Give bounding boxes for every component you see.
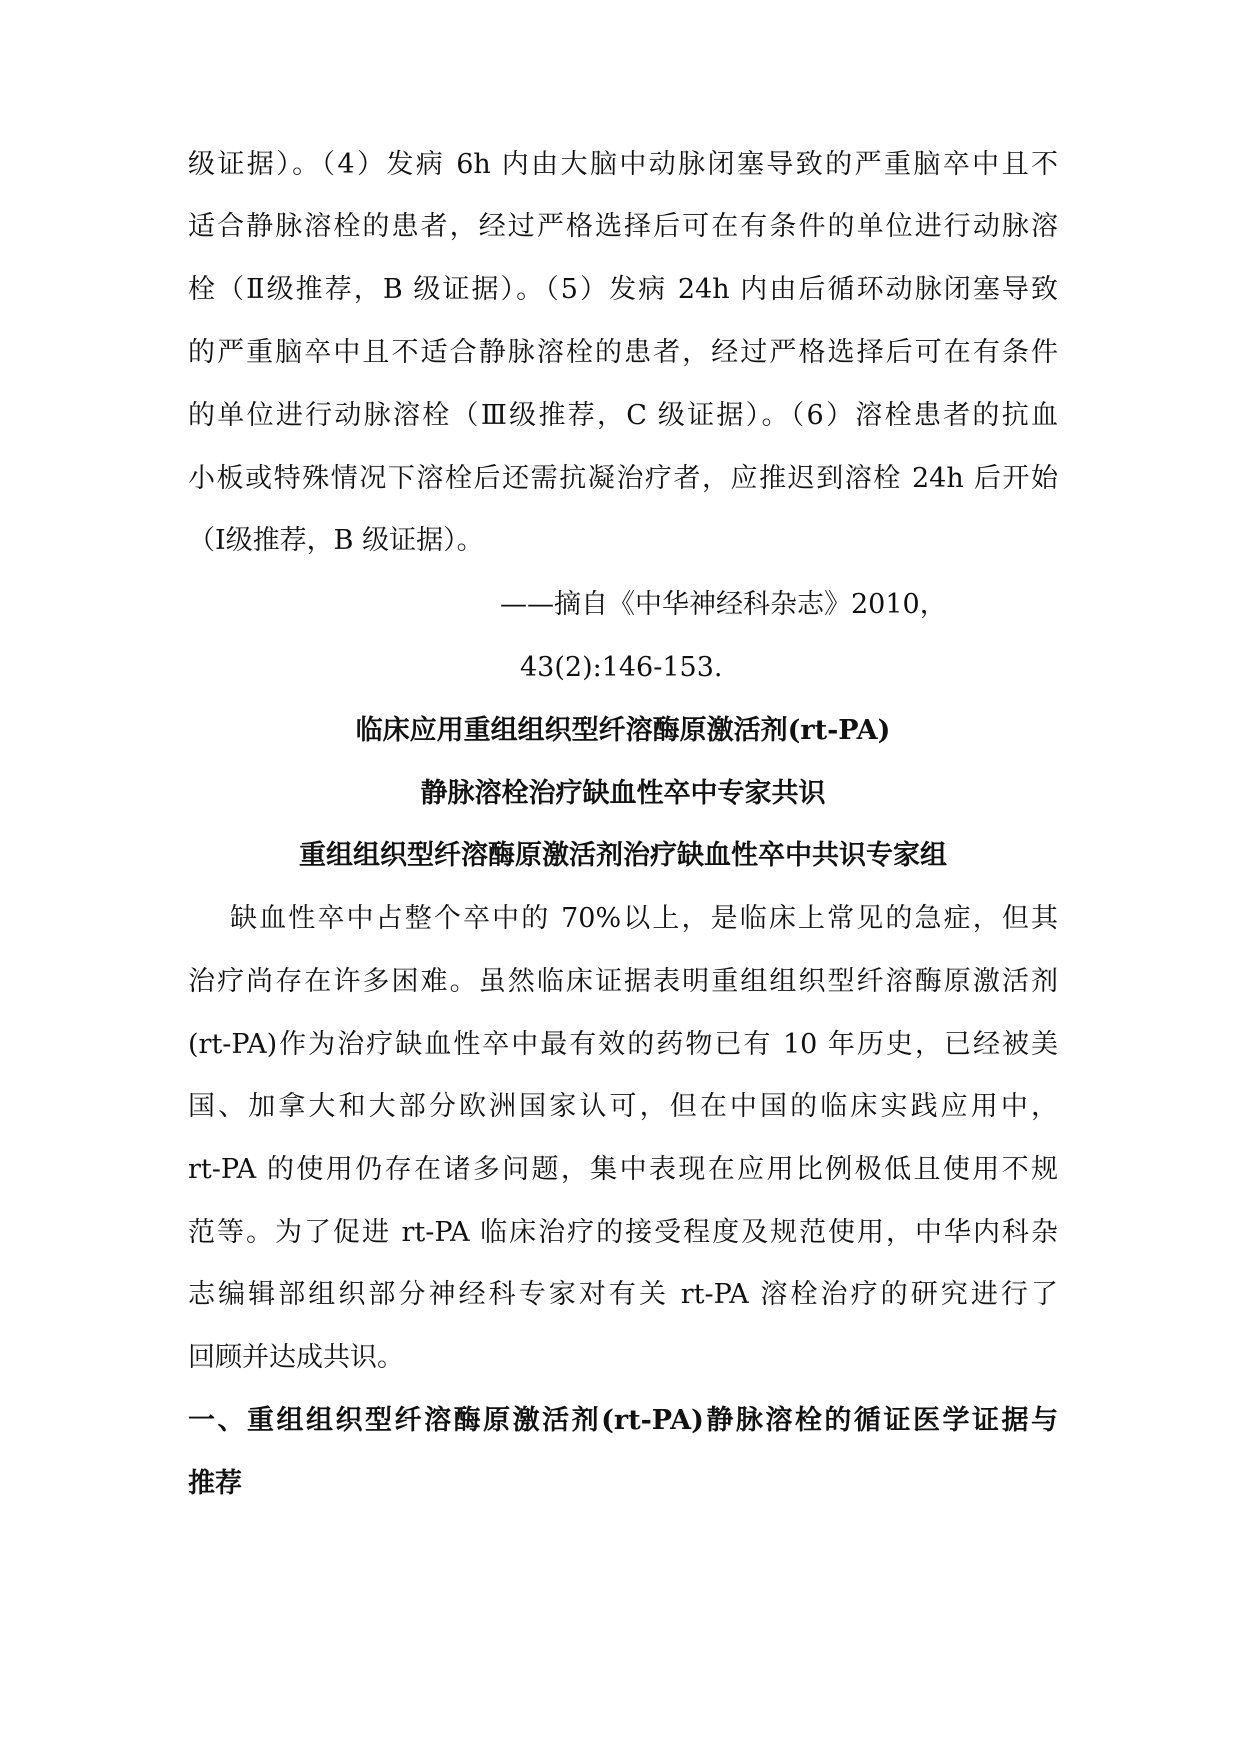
title-line-2: 静脉溶栓治疗缺血性卒中专家共识 bbox=[420, 778, 826, 809]
paragraph2-line-7: 志编辑部组织部分神经科专家对有关 rt-PA 溶栓治疗的研究进行了 bbox=[188, 1279, 1058, 1310]
paragraph1-line-1: 级证据）。（4）发病 6h 内由大脑中动脉闭塞导致的严重脑卒中且不 bbox=[188, 149, 1058, 180]
paragraph1-line-4: 的严重脑卒中且不适合静脉溶栓的患者，经过严格选择后可在有条件 bbox=[188, 337, 1058, 368]
paragraph1-line-2: 适合静脉溶栓的患者，经过严格选择后可在有条件的单位进行动脉溶 bbox=[188, 211, 1058, 242]
title-line-1: 临床应用重组组织型纤溶酶原激活剂(rt-PA) bbox=[355, 715, 891, 746]
paragraph2-line-1: 缺血性卒中占整个卒中的 70%以上，是临床上常见的急症，但其 bbox=[230, 903, 1058, 934]
paragraph2-line-5: rt-PA 的使用仍存在诸多问题，集中表现在应用比例极低且使用不规 bbox=[188, 1154, 1058, 1185]
paragraph1-line-7: （Ⅰ级推荐，B 级证据）。 bbox=[188, 525, 484, 556]
section1-heading-line-2: 推荐 bbox=[188, 1468, 242, 1499]
paragraph2-line-3: (rt-PA)作为治疗缺血性卒中最有效的药物已有 10 年历史，已经被美 bbox=[188, 1029, 1058, 1060]
citation-line-1: ——摘自《中华神经科杂志》2010， bbox=[500, 589, 947, 620]
paragraph2-line-8: 回顾并达成共识。 bbox=[188, 1342, 404, 1373]
paragraph1-line-3: 栓（Ⅱ级推荐，B 级证据）。（5）发病 24h 内由后循环动脉闭塞导致 bbox=[188, 274, 1058, 305]
section1-heading-line-1: 一、重组组织型纤溶酶原激活剂(rt-PA)静脉溶栓的循证医学证据与 bbox=[188, 1405, 1058, 1436]
paragraph2-line-6: 范等。为了促进 rt-PA 临床治疗的接受程度及规范使用，中华内科杂 bbox=[188, 1217, 1058, 1248]
title-line-3: 重组组织型纤溶酶原激活剂治疗缺血性卒中共识专家组 bbox=[299, 840, 947, 871]
paragraph1-line-6: 小板或特殊情况下溶栓后还需抗凝治疗者，应推迟到溶栓 24h 后开始 bbox=[188, 463, 1058, 494]
paragraph1-line-5: 的单位进行动脉溶栓（Ⅲ级推荐，C 级证据）。（6）溶栓患者的抗血 bbox=[188, 400, 1058, 431]
paragraph2-line-2: 治疗尚存在许多困难。虽然临床证据表明重组组织型纤溶酶原激活剂 bbox=[188, 966, 1058, 997]
paragraph2-line-4: 国、加拿大和大部分欧洲国家认可，但在中国的临床实践应用中， bbox=[188, 1091, 1058, 1122]
citation-line-2: 43(2):146-153. bbox=[520, 652, 723, 683]
